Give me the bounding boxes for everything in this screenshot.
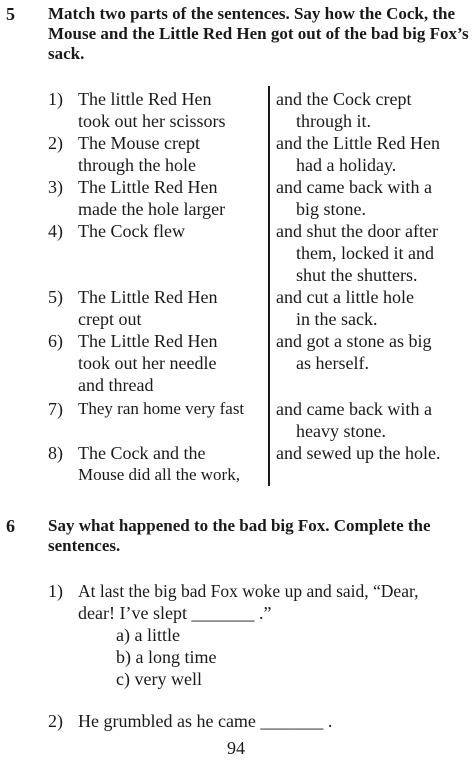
- ending-text: in the sack.: [296, 309, 378, 329]
- item-text: The little Red Hen: [78, 89, 212, 109]
- exercise-6-number: 6: [6, 516, 15, 536]
- item-text: The Little Red Hen: [78, 287, 218, 307]
- ending-text: them, locked it and: [296, 243, 434, 263]
- instruction-line: Match two parts of the sentences. Say how the Cock, the: [48, 4, 456, 23]
- ending-text: and shut the door after: [276, 221, 438, 241]
- ending-text: big stone.: [296, 199, 366, 219]
- ending-text: had a holiday.: [296, 155, 397, 175]
- column-divider: [268, 86, 270, 486]
- ending-text: as herself.: [296, 353, 369, 373]
- item-text: took out her scissors: [78, 111, 226, 131]
- exercise-6-instructions: [48, 516, 431, 556]
- ending-text: and sewed up the hole.: [276, 443, 441, 463]
- ending-text: shut the shutters.: [296, 265, 418, 285]
- item-number: 1): [48, 89, 63, 109]
- item-number: 8): [48, 443, 63, 463]
- question-text: dear! I’ve slept _______ .”: [78, 603, 272, 623]
- instruction-line: Say what happened to the bad big Fox. Complete the: [48, 516, 431, 535]
- instruction-line: sentences.: [48, 536, 121, 555]
- item-text: The Little Red Hen: [78, 177, 218, 197]
- instruction-line: sack.: [48, 44, 85, 63]
- instruction-line: Mouse and the Little Red Hen got out of the bad big Fox’s: [48, 24, 469, 43]
- ending-text: and cut a little hole: [276, 287, 414, 307]
- question-text: He grumbled as he came _______ .: [78, 711, 333, 731]
- item-text: crept out: [78, 309, 142, 329]
- ending-text: and came back with a: [276, 177, 432, 197]
- ending-text: through it.: [296, 111, 371, 131]
- item-number: 4): [48, 221, 63, 241]
- question-number: 2): [48, 711, 63, 731]
- item-text: The Little Red Hen: [78, 331, 218, 351]
- exercise-5-number: 5: [6, 4, 15, 24]
- item-text: The Cock and the: [78, 443, 206, 463]
- item-number: 7): [48, 399, 63, 419]
- item-text: and thread: [78, 375, 154, 395]
- item-text: Mouse did all the work,: [78, 465, 240, 484]
- item-text: through the hole: [78, 155, 196, 175]
- item-text: They ran home very fast: [78, 399, 245, 418]
- ending-text: and the Little Red Hen: [276, 133, 440, 153]
- question-number: 1): [48, 581, 63, 601]
- item-number: 3): [48, 177, 63, 197]
- ending-text: and came back with a: [276, 399, 432, 419]
- item-text: took out her needle: [78, 353, 217, 373]
- ending-text: heavy stone.: [296, 421, 386, 441]
- answer-option: a) a little: [116, 625, 180, 645]
- ending-text: and the Cock crept: [276, 89, 412, 109]
- answer-option: b) a long time: [116, 647, 217, 667]
- item-text: The Mouse crept: [78, 133, 200, 153]
- item-number: 5): [48, 287, 63, 307]
- item-number: 6): [48, 331, 63, 351]
- ending-text: and got a stone as big: [276, 331, 432, 351]
- exercise-5-instructions: [48, 4, 469, 64]
- item-number: 2): [48, 133, 63, 153]
- item-text: made the hole larger: [78, 199, 226, 219]
- item-text: The Cock flew: [78, 221, 185, 241]
- answer-option: c) very well: [116, 669, 202, 689]
- question-text: At last the big bad Fox woke up and said, “Dear,: [78, 581, 419, 601]
- page-number: 94: [227, 738, 245, 758]
